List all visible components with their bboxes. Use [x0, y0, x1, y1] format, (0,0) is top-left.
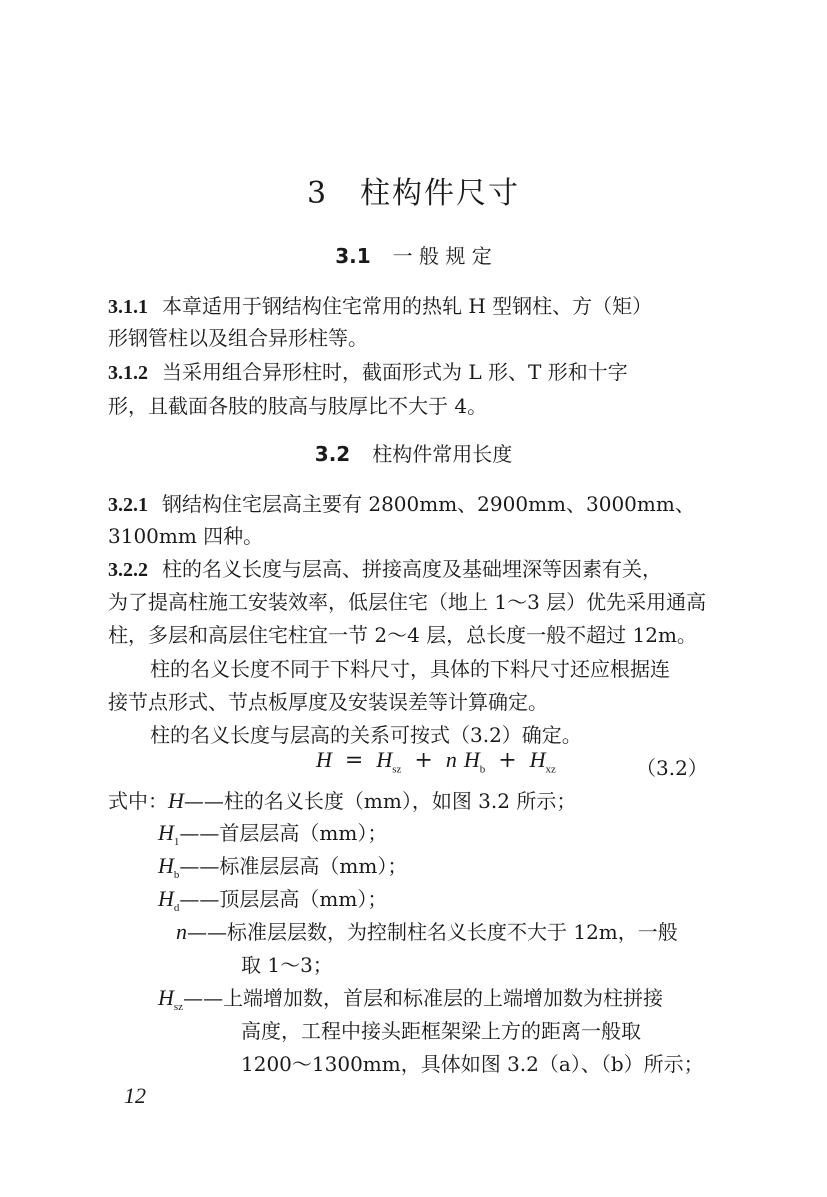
chapter-title: 3 柱构件尺寸	[306, 176, 521, 211]
where-symbol: H	[158, 853, 174, 878]
formula-symbol: H	[316, 747, 332, 772]
clause-number: 3.2.2	[108, 559, 148, 581]
formula-symbol: n	[445, 747, 457, 772]
where-symbol: H	[168, 788, 184, 813]
where-item	[176, 916, 678, 945]
where-prefix: 式中：	[108, 789, 168, 813]
clause-3-2-1-line1	[108, 488, 695, 517]
section-heading-3-1	[0, 240, 827, 269]
clause-3-2-2-line2: 为了提高柱施工安装效率，低层住宅（地上 1～3 层）优先采用通高	[108, 590, 707, 614]
clause-number: 3.1.1	[108, 296, 148, 318]
formula-symbol: H	[463, 747, 480, 772]
where-symbol: H	[158, 985, 174, 1010]
where-continuation: 1200～1300mm，具体如图 3.2（a）、（b）所示；	[241, 1052, 704, 1076]
formula-operator: +	[414, 748, 433, 773]
formula-subscript: sz	[392, 763, 402, 776]
where-item	[158, 883, 387, 914]
where-subscript: d	[173, 902, 180, 914]
where-text: ——首层层高（mm）；	[179, 821, 388, 845]
clause-3-2-2-line3: 柱，多层和高层住宅柱宜一节 2～4 层，总长度一般不超过 12m。	[108, 623, 697, 647]
where-text: ——标准层层数，为控制柱名义长度不大于 12m，一般	[187, 920, 678, 944]
section-heading-3-2	[0, 438, 827, 467]
formula-label: （3.2）	[636, 756, 708, 780]
section-title: 柱构件常用长度	[372, 442, 513, 466]
where-subscript: 1	[173, 836, 180, 848]
clause-3-2-2-line1	[108, 553, 662, 582]
clause-text: 本章适用于钢结构住宅常用的热轧 H 型钢柱、方（矩）	[162, 294, 653, 318]
clause-text: 钢结构住宅层高主要有 2800mm、2900mm、3000mm、	[162, 492, 695, 516]
where-item	[158, 850, 407, 881]
where-continuation: 高度，工程中接头距框架梁上方的距离一般取	[241, 1019, 641, 1043]
clause-3-1-1-line1	[108, 290, 652, 319]
page-number: 12	[124, 1083, 146, 1108]
clause-3-1-1-line2: 形钢管柱以及组合异形柱等。	[108, 326, 368, 350]
formula-operator: =	[344, 748, 364, 773]
where-symbol: n	[176, 919, 187, 944]
where-item	[108, 785, 576, 814]
clause-text: 柱的名义长度与层高、拼接高度及基础埋深等因素有关，	[162, 557, 662, 581]
formula	[316, 747, 556, 775]
paragraph-line: 接节点形式、节点板厚度及安装误差等计算确定。	[108, 690, 548, 714]
paragraph-line: 柱的名义长度不同于下料尺寸，具体的下料尺寸还应根据连	[150, 657, 670, 681]
clause-3-1-2-line1	[108, 356, 628, 385]
where-text: ——上端增加数，首层和标准层的上端增加数为柱拼接	[183, 986, 664, 1010]
section-title: 一 般 规 定	[392, 244, 492, 268]
clause-3-2-1-line2: 3100mm 四种。	[108, 524, 264, 548]
formula-subscript: xz	[545, 763, 556, 776]
where-subscript: sz	[173, 1001, 184, 1013]
section-number: 3.1	[335, 244, 371, 268]
where-continuation: 取 1～3；	[241, 953, 333, 977]
where-text: ——顶层层高（mm）；	[179, 887, 388, 911]
formula-subscript: b	[479, 763, 486, 776]
paragraph-line: 柱的名义长度与层高的关系可按式（3.2）确定。	[150, 723, 582, 747]
where-symbol: H	[158, 886, 174, 911]
where-symbol: H	[158, 820, 174, 845]
clause-3-1-2-line2: 形，且截面各肢的肢高与肢厚比不大于 4。	[108, 394, 488, 418]
section-number: 3.2	[314, 442, 351, 466]
where-item	[158, 817, 387, 848]
where-item	[158, 982, 663, 1013]
where-subscript: b	[173, 869, 180, 881]
formula-symbol: H	[376, 747, 393, 772]
where-text: ——柱的名义长度（mm），如图 3.2 所示；	[183, 789, 577, 813]
clause-text: 当采用组合异形柱时，截面形式为 L 形、T 形和十字	[162, 360, 628, 384]
formula-symbol: H	[529, 747, 546, 772]
clause-number: 3.1.2	[108, 362, 148, 384]
clause-number: 3.2.1	[108, 494, 148, 516]
formula-operator: +	[498, 748, 517, 773]
where-text: ——标准层层高（mm）；	[179, 854, 408, 878]
